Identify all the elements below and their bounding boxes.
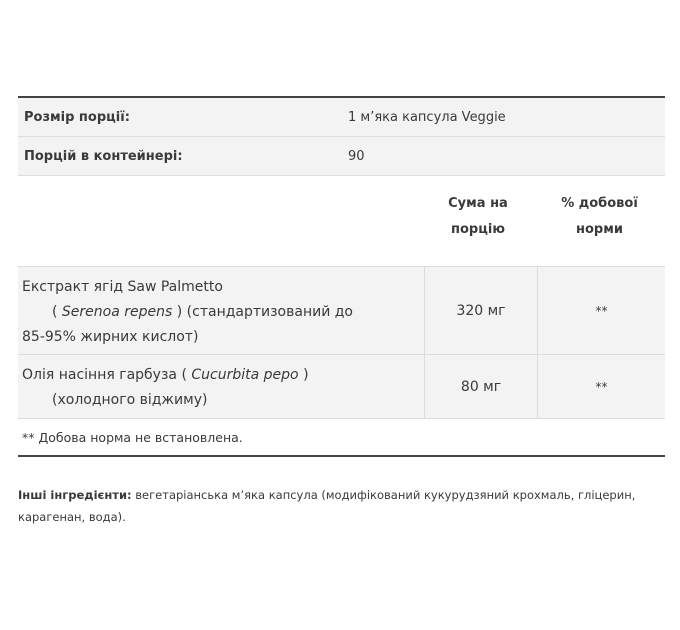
ingredient-title-text: Олія насіння гарбуза [22,367,177,383]
footnote: ** Добова норма не встановлена. [18,419,665,455]
serving-size-row [18,98,665,137]
ingredient-detail [22,300,424,325]
ingredient-dv: ** [595,379,608,394]
other-ingredients-text: вегетаріанська м’яка капсула (модифікований кукурудзяний крохмаль, гліцерин, карагенан, вода). [18,488,636,524]
ingredient-name [18,355,425,418]
column-header-row [18,176,665,267]
ingredient-row-pumpkin-seed-oil [18,355,665,419]
ingredient-desc-a: (стандартизований до [182,304,354,320]
servings-per-container-value: 90 [348,148,365,164]
other-ingredients [18,484,663,528]
header-amount-line2: порцію [451,222,505,237]
serving-size-label: Розмір порції: [24,109,130,125]
ingredient-name [18,267,425,354]
header-dv-line2: норми [576,222,623,237]
header-amount-per-serving [422,176,534,266]
header-daily-value [534,176,665,266]
ingredient-dv: ** [595,303,608,318]
ingredient-amount: 320 мг [425,267,538,354]
header-amount-line1: Сума на [448,196,508,211]
header-ingredient-column [18,176,422,266]
ingredient-title: Екстракт ягід Saw Palmetto [22,279,223,295]
paren-open: ( [52,304,58,320]
ingredient-desc-b: 85-95% жирних кислот) [22,329,199,345]
servings-per-container-label: Порцій в контейнері: [24,148,183,164]
serving-size-value: 1 м’яка капсула Veggie [348,109,506,125]
latin-name: Cucurbita pepo [191,367,299,383]
ingredient-row-saw-palmetto [18,267,665,355]
paren-close: ) [176,304,183,320]
paren-close: ) [303,367,309,383]
servings-per-container-row [18,137,665,176]
ingredient-desc-b: (холодного віджиму) [52,392,208,408]
ingredient-title [22,363,424,388]
latin-name: Serenoa repens [61,304,173,320]
other-ingredients-label: Інші інгредієнти: [18,488,132,502]
header-dv-line1: % добової [561,196,638,211]
supplement-facts-table [18,96,665,457]
paren-open: ( [181,367,187,383]
ingredient-amount: 80 мг [425,355,538,418]
